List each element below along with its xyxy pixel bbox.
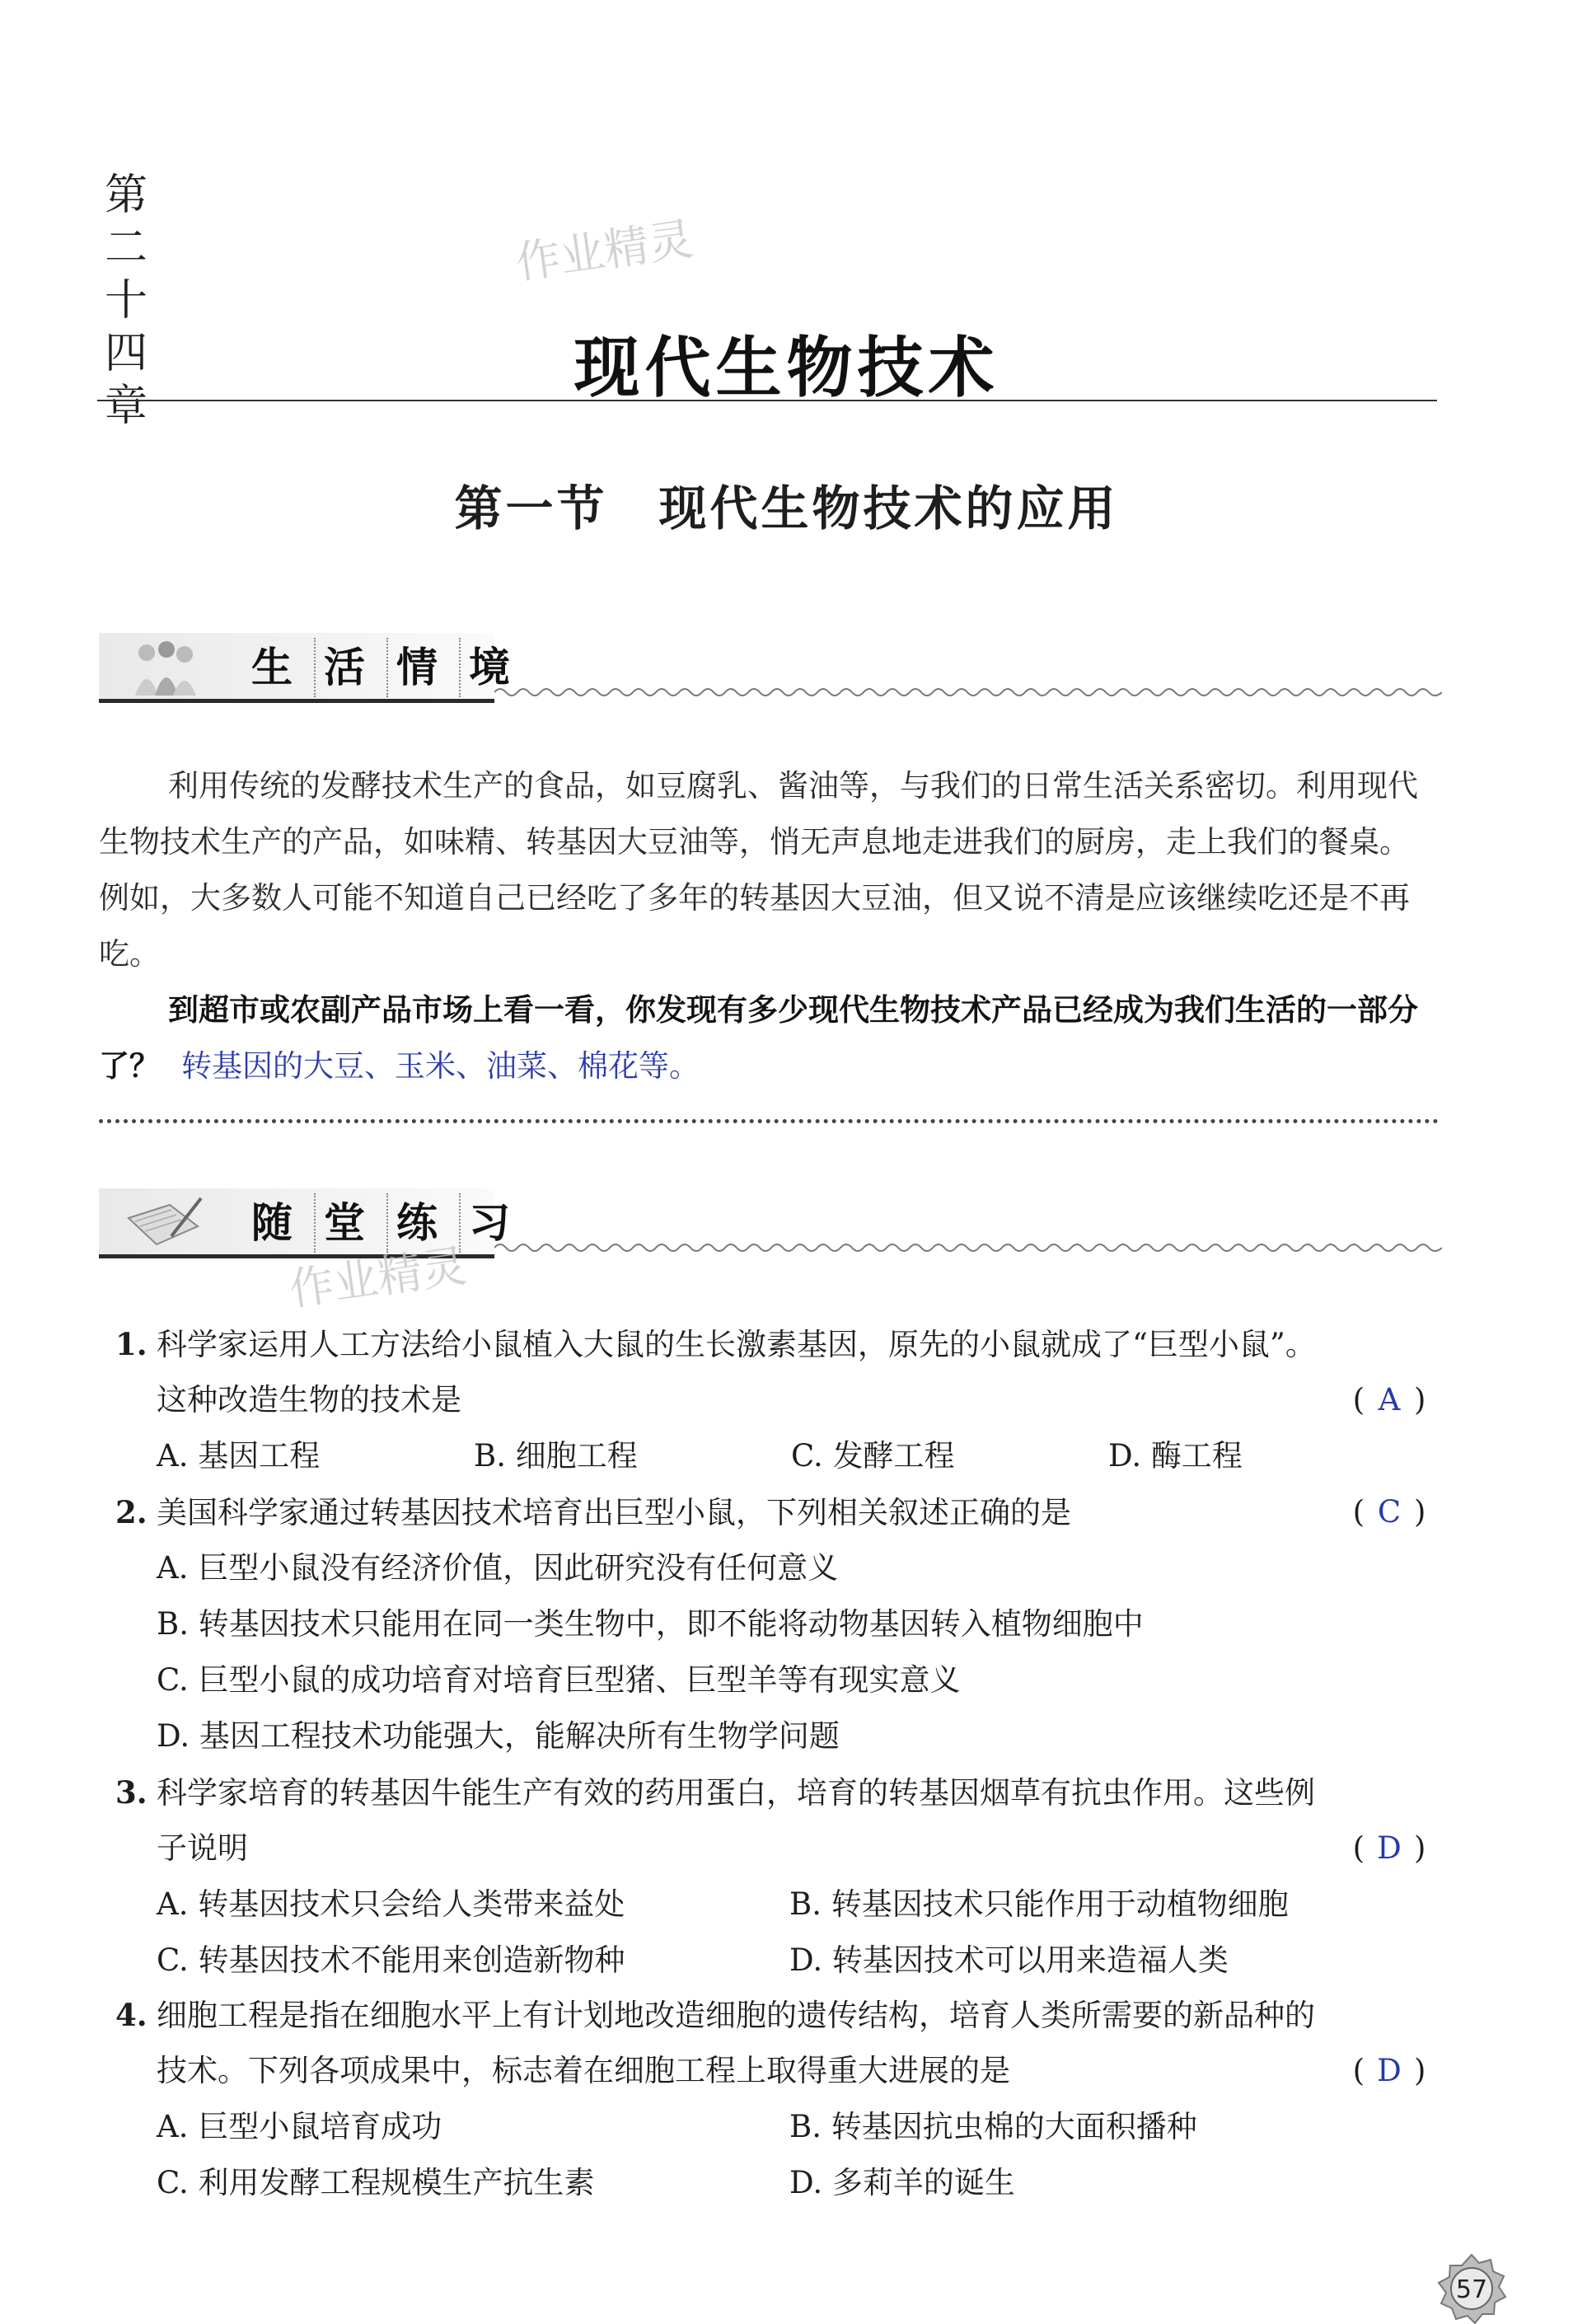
- option: A. 巨型小鼠培育成功: [157, 2109, 442, 2144]
- option: B. 细胞工程: [474, 1438, 638, 1474]
- paren-close: ): [1414, 1494, 1426, 1530]
- handwritten-answer: D: [1377, 1830, 1402, 1866]
- question-2: [115, 1484, 1439, 1764]
- header-char: 习: [469, 1199, 523, 1247]
- question-number: 1.: [115, 1326, 147, 1362]
- option: D. 基因工程技术功能强大，能解决所有生物学问题: [157, 1718, 840, 1754]
- question-number: 4.: [115, 1997, 147, 2033]
- answer-bracket: [1340, 1484, 1439, 1540]
- answer-bracket: [1340, 1820, 1439, 1877]
- question-number: 2.: [115, 1494, 147, 1530]
- option: D. 酶工程: [1108, 1438, 1243, 1474]
- question-text: 科学家运用人工方法给小鼠植入大鼠的生长激素基因，原先的小鼠就成了“巨型小鼠”。: [157, 1327, 1316, 1362]
- chapter-divider: [97, 400, 1437, 401]
- paren-close: ): [1414, 1830, 1426, 1866]
- page-number-badge: [1436, 2253, 1507, 2324]
- option: A. 巨型小鼠没有经济价值，因此研究没有任何意义: [157, 1550, 839, 1586]
- options-row: [115, 1428, 1439, 1484]
- question-text: 细胞工程是指在细胞水平上有计划地改造细胞的遗传结构，培育人类所需要的新品种的: [157, 1998, 1315, 2033]
- chapter-char: 第: [104, 171, 147, 220]
- option: B. 转基因技术只能作用于动植物细胞: [789, 1886, 1289, 1922]
- question-3: [115, 1764, 1439, 1989]
- paren-open: (: [1352, 2053, 1365, 2088]
- option: A. 转基因技术只会给人类带来益处: [157, 1886, 625, 1922]
- header-label: [243, 638, 531, 697]
- options-row: [115, 1933, 1439, 1989]
- watermark: 作业精灵: [286, 1239, 470, 1316]
- page-number: 57: [1455, 2275, 1488, 2304]
- header-char: 堂: [316, 1193, 388, 1253]
- question-text: 这种改造生物的技术是: [157, 1382, 461, 1417]
- chapter-char: 二: [104, 223, 147, 273]
- answer-bracket: [1340, 2043, 1439, 2099]
- question-text: 美国科学家通过转基因技术培育出巨型小鼠，下列相关叙述正确的是: [157, 1495, 1071, 1530]
- handwritten-answer: 转基因的大豆、玉米、油菜、棉花等。: [181, 1048, 700, 1084]
- option: D. 多莉羊的诞生: [789, 2165, 1015, 2200]
- option: C. 利用发酵工程规模生产抗生素: [157, 2165, 595, 2200]
- paren-open: (: [1352, 1382, 1365, 1417]
- options-row: [115, 2155, 1439, 2211]
- option: C. 转基因技术不能用来创造新物种: [157, 1942, 625, 1978]
- option: D. 转基因技术可以用来造福人类: [789, 1942, 1229, 1978]
- header-char: 境: [469, 644, 523, 691]
- answer-bracket: [1340, 1372, 1439, 1428]
- life-context-header: [99, 633, 1442, 707]
- handwritten-answer: A: [1378, 1382, 1401, 1417]
- chapter-char: 四: [104, 329, 147, 378]
- dotted-divider: [99, 1119, 1439, 1123]
- paren-open: (: [1352, 1830, 1365, 1866]
- question-1: [115, 1316, 1439, 1484]
- paren-close: ): [1414, 2053, 1426, 2088]
- question-4: [115, 1987, 1439, 2211]
- people-icon: [122, 638, 204, 697]
- handwritten-answer: C: [1377, 1494, 1402, 1530]
- option: B. 转基因抗虫棉的大面积播种: [789, 2109, 1197, 2144]
- options-row: [115, 1877, 1439, 1933]
- section-title: 第一节 现代生物技术的应用: [454, 480, 1119, 536]
- paren-close: ): [1414, 1382, 1426, 1417]
- question-number: 3.: [115, 1774, 147, 1811]
- chapter-char: 章: [104, 382, 147, 431]
- options-row: [115, 2099, 1439, 2155]
- option: A. 基因工程: [157, 1438, 321, 1474]
- notebook-pen-icon: [122, 1193, 204, 1253]
- practice-header: [99, 1188, 1442, 1263]
- wavy-divider: [494, 686, 1442, 699]
- chapter-title: 现代生物技术: [573, 330, 1000, 406]
- paren-open: (: [1352, 1494, 1365, 1530]
- option: C. 巨型小鼠的成功培育对培育巨型猪、巨型羊等有现实意义: [157, 1662, 961, 1698]
- wavy-divider: [494, 1241, 1442, 1254]
- header-char: 活: [316, 638, 388, 697]
- question-text: 到超市或农副产品市场上看一看，你发现有多少现代生物技术产品已经成为我们生活的一部分了？: [99, 992, 1418, 1084]
- life-context-question: [99, 982, 1439, 1094]
- life-context-paragraph: 利用传统的发酵技术生产的食品，如豆腐乳、酱油等，与我们的日常生活关系密切。利用现代生物技术生产的产品，如味精、转基因大豆油等，悄无声息地走进我们的厨房，走上我们的餐桌。例如，大多数人可能不知道自己已经吃了多年的转基因大豆油，但又说不清是应该继续吃还是不再吃。: [99, 768, 1418, 972]
- question-text: 子说明: [157, 1830, 248, 1866]
- watermark: 作业精灵: [513, 213, 696, 289]
- header-char: 情: [388, 638, 461, 697]
- option: B. 转基因技术只能用在同一类生物中，即不能将动物基因转入植物细胞中: [157, 1606, 1144, 1642]
- chapter-char: 十: [104, 276, 147, 326]
- question-text: 科学家培育的转基因牛能生产有效的药用蛋白，培育的转基因烟草有抗虫作用。这些例: [157, 1775, 1315, 1811]
- header-char: 生: [243, 638, 316, 697]
- question-text: 技术。下列各项成果中，标志着在细胞工程上取得重大进展的是: [157, 2053, 1010, 2088]
- header-char: 随: [243, 1193, 316, 1253]
- handwritten-answer: D: [1377, 2053, 1402, 2088]
- option: C. 发酵工程: [791, 1438, 955, 1474]
- header-char: 练: [388, 1193, 461, 1253]
